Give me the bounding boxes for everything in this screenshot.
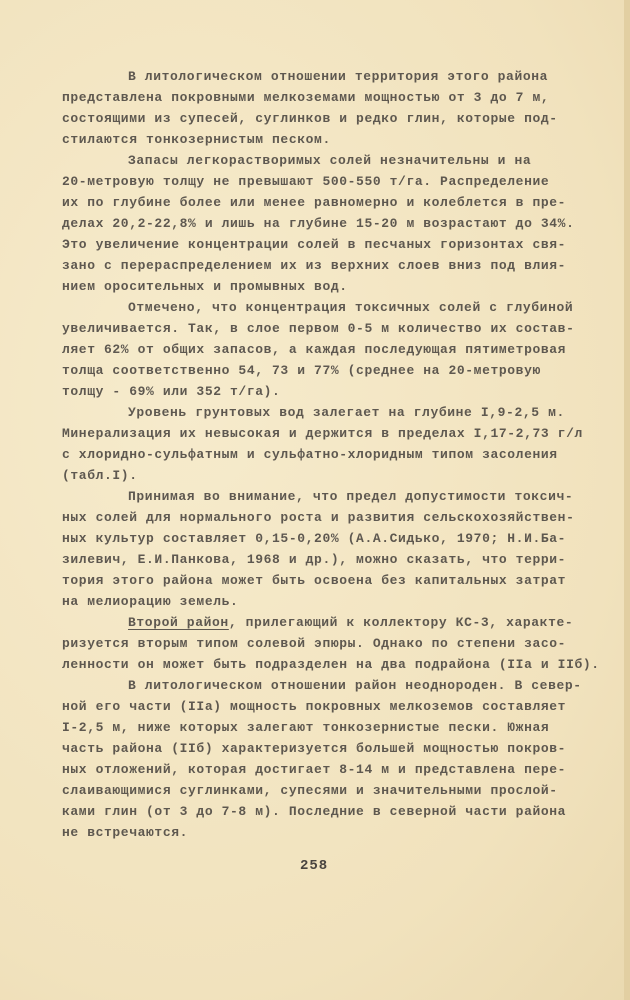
text-line: ками глин (от 3 до 7-8 м). Последние в северной части района (62, 804, 567, 819)
text-line: 20-метровую толщу не превышают 500-550 т/га. Распределение (62, 174, 550, 189)
paragraph (62, 486, 602, 612)
text-line: не встречаются. (62, 825, 189, 840)
underlined-heading: Второй район (128, 615, 229, 630)
text-line: нием оросительных и промывных вод. (62, 279, 348, 294)
text-line: на мелиорацию земель. (62, 594, 239, 609)
text-line: ленности он может быть подразделен на два подрайона (IIа и IIб). (62, 657, 600, 672)
text-line: Минерализация их невысокая и держится в пределах I,17-2,73 г/л (62, 426, 583, 441)
paragraph (62, 66, 602, 150)
text-line: В литологическом отношении район неоднороден. В север- (128, 678, 582, 693)
text-line: Отмечено, что концентрация токсичных солей с глубиной (128, 300, 574, 315)
paragraph (62, 297, 602, 402)
text-line: слаивающимися суглинками, супесями и значительными прослой- (62, 783, 558, 798)
paragraph (62, 612, 602, 675)
page-number: 258 (300, 858, 329, 874)
text-line: Уровень грунтовых вод залегает на глубине I,9-2,5 м. (128, 405, 565, 420)
text-line: ных культур составляет 0,15-0,20% (А.А.Сидько, 1970; Н.И.Ба- (62, 531, 567, 546)
text-line: зано с перераспределением их из верхних слоев вниз под влия- (62, 258, 567, 273)
text-line: с хлоридно-сульфатным и сульфатно-хлоридным типом засоления (62, 447, 558, 462)
text-line: Запасы легкорастворимых солей незначительны и на (128, 153, 532, 168)
paragraph (62, 402, 602, 486)
text-line (62, 612, 602, 633)
text-line: состоящими из супесей, суглинков и редко глин, которые под- (62, 111, 558, 126)
document-body (62, 66, 602, 843)
text-line: I-2,5 м, ниже которых залегают тонкозернистые пески. Южная (62, 720, 550, 735)
text-line: ных отложений, которая достигает 8-14 м и представлена пере- (62, 762, 567, 777)
text-line: ляет 62% от общих запасов, а каждая последующая пятиметровая (62, 342, 567, 357)
text-line: делах 20,2-22,8% и лишь на глубине 15-20 м возрастают до 34%. (62, 216, 575, 231)
text-line: представлена покровными мелкоземами мощностью от 3 до 7 м, (62, 90, 550, 105)
paragraph (62, 150, 602, 297)
text-line: В литологическом отношении территория этого района (128, 69, 549, 84)
page-edge (624, 0, 630, 1000)
text-line: толща соответственно 54, 73 и 77% (среднее на 20-метровую (62, 363, 541, 378)
text-line: увеличивается. Так, в слое первом 0-5 м количество их состав- (62, 321, 575, 336)
text-line: толщу - 69% или 352 т/га). (62, 384, 281, 399)
text-line: Принимая во внимание, что предел допустимости токсич- (128, 489, 574, 504)
text-line: зилевич, Е.И.Панкова, 1968 и др.), можно сказать, что терри- (62, 552, 567, 567)
text-line: часть района (IIб) характеризуется большей мощностью покров- (62, 741, 567, 756)
text-line: ризуется вторым типом солевой эпюры. Однако по степени засо- (62, 636, 567, 651)
text-line: (табл.I). (62, 468, 138, 483)
text-line: стилаются тонкозернистым песком. (62, 132, 331, 147)
text-line: Это увеличение концентрации солей в песчаных горизонтах свя- (62, 237, 567, 252)
text-line-rest: , прилегающий к коллектору КС-3, характе- (228, 615, 574, 630)
text-line: тория этого района может быть освоена без капитальных затрат (62, 573, 567, 588)
paragraph (62, 675, 602, 843)
text-line: ной его части (IIа) мощность покровных мелкоземов составляет (62, 699, 567, 714)
text-line: их по глубине более или менее равномерно и колеблется в пре- (62, 195, 567, 210)
text-line: ных солей для нормального роста и развития сельскохозяйствен- (62, 510, 575, 525)
